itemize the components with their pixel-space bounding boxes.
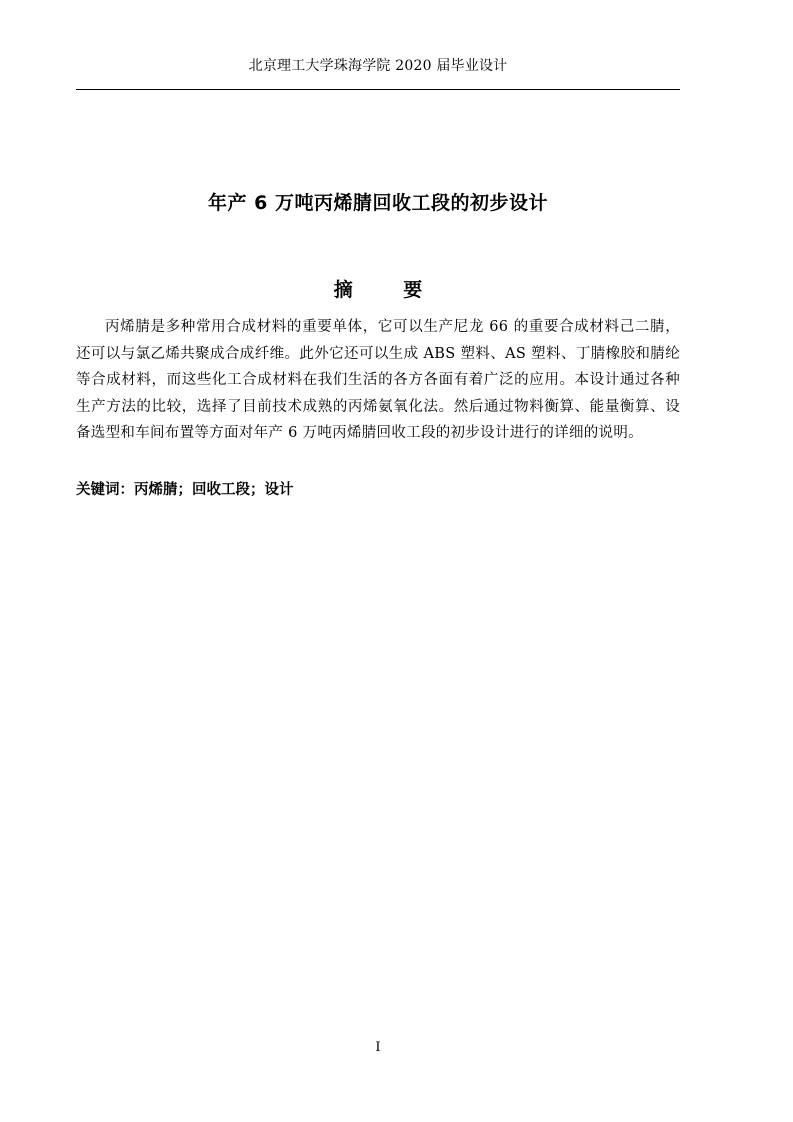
thesis-title: 年产 6 万吨丙烯腈回收工段的初步设计	[208, 192, 548, 214]
abstract-heading: 摘 要	[333, 279, 445, 301]
page-number: I	[375, 1040, 381, 1055]
running-header: 北京理工大学珠海学院 2020 届毕业设计	[248, 58, 508, 74]
keywords-line: 关键词：丙烯腈；回收工段；设计	[76, 482, 294, 498]
abstract-body: 丙烯腈是多种常用合成材料的重要单体，它可以生产尼龙 66 的重要合成材料己二腈，还可以与氯乙烯共聚成合成纤维。此外它还可以生成 ABS 塑料、AS 塑料、丁腈橡胶和腈纶等合成材料，而这些化工合成材料在我们生活的各方各面有着广泛的应用。本设计通过各种生产方法的比较，选择了目前技术成熟的丙烯氨氧化法。然后通过物料衡算、能量衡算、设备选型和车间布置等方面对年产 6 万吨丙烯腈回收工段的初步设计进行的详细的说明。	[76, 319, 680, 441]
header-divider	[76, 89, 680, 90]
